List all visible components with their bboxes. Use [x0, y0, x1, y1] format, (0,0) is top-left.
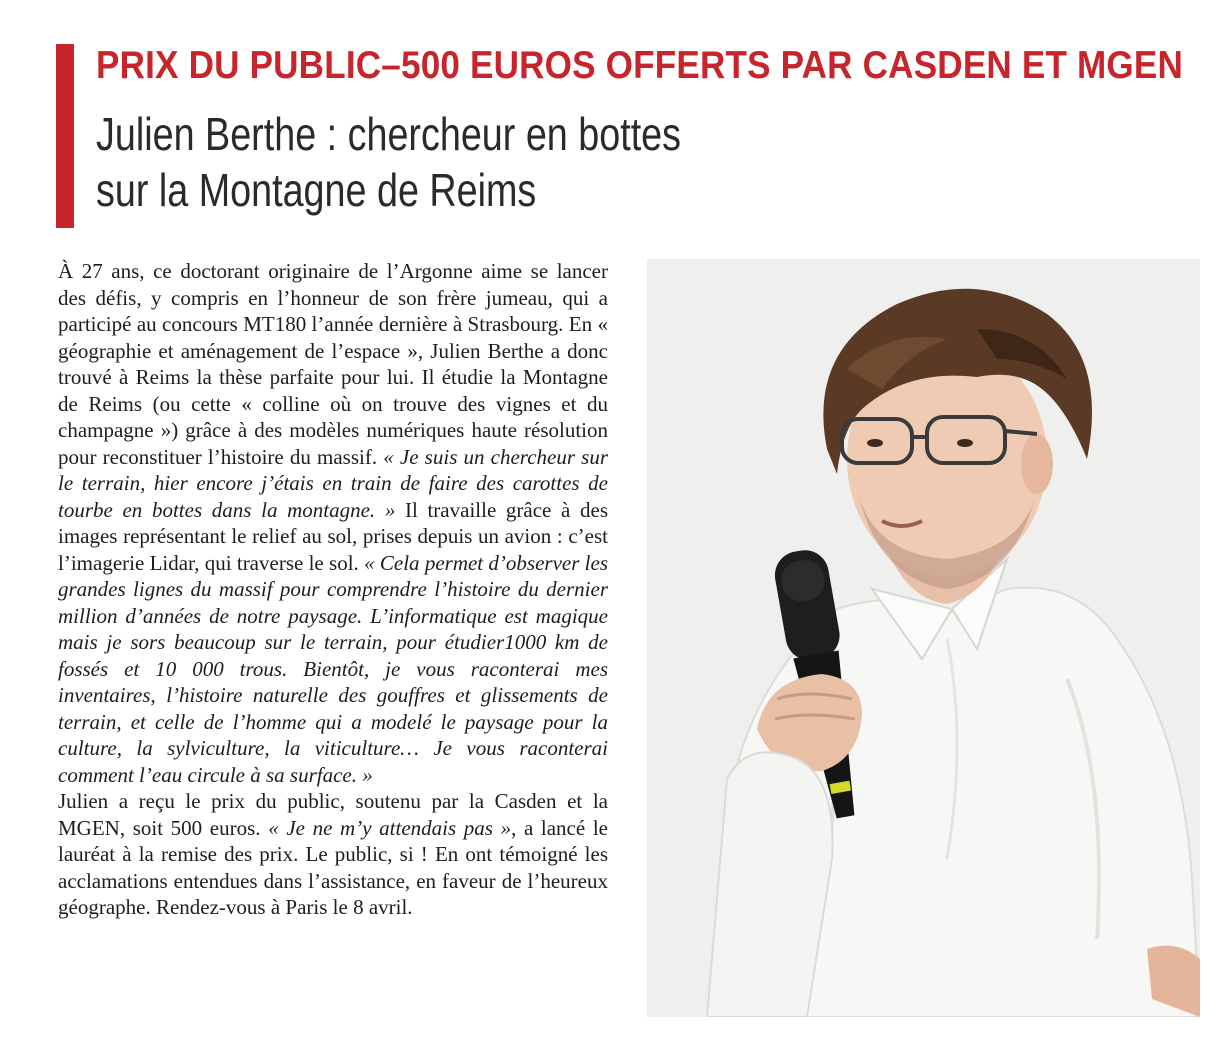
quote-segment: « Je suis un chercheur sur le terrain, hier encore j’étais en train de faire des carottes de tourbe en bottes dans la montagne. »	[58, 444, 608, 522]
body-paragraph-1	[58, 258, 608, 788]
body-text-segment: À 27 ans, ce doctorant originaire de l’Argonne aime se lancer des défis, y compris en l’honneur de son frère jumeau, qui a participé au concours MT180 l’année dernière à Strasbourg. En « géographie et aménagement de l’espace », Julien Berthe a donc trouvé à Reims la thèse parfaite pour lui. Il étudie la Montagne de Reims (ou cette « colline où on trouve des vignes et du champagne ») grâce à des modèles numériques haute résolution pour reconstituer l’histoire du massif.	[58, 259, 608, 469]
headline-line-1: Julien Berthe : chercheur en bottes	[96, 108, 682, 160]
article-kicker: PRIX DU PUBLIC–500 EUROS OFFERTS PAR CASDEN ET MGEN	[96, 44, 1184, 87]
body-text-segment: Julien a reçu le prix du public, soutenu par la Casden et la MGEN, soit 500 euros.	[58, 789, 608, 840]
body-text-segment: Il travaille grâce à des images représentant le relief au sol, prises depuis un avion : c’est l’imagerie Lidar, qui traverse le sol.	[58, 497, 608, 575]
speaker-with-microphone-icon	[647, 259, 1200, 1017]
article-headline	[96, 106, 834, 218]
quote-segment: « Je ne m’y attendais pas »	[268, 815, 512, 840]
article-body	[58, 258, 608, 921]
body-paragraph-2	[58, 788, 608, 921]
body-text-segment: , a lancé le lauréat à la remise des prix. Le public, si ! En ont témoigné les acclamations entendues dans l’assistance, en faveur de l’heureux géographe. Rendez-vous à Paris le 8 avril.	[58, 815, 608, 919]
headline-line-2: sur la Montagne de Reims	[96, 164, 537, 216]
accent-bar	[56, 44, 74, 228]
speaker-photo	[647, 259, 1200, 1017]
quote-segment: « Cela permet d’observer les grandes lignes du massif pour comprendre l’histoire du dernier million d’années de notre paysage. L’informatique est magique mais je sors beaucoup sur le terrain, pour étudier1000 km de fossés et 10 000 trous. Bientôt, je vous raconterai mes inventaires, l’histoire naturelle des gouffres et glissements de terrain, et celle de l’homme qui a modelé le paysage pour la culture, la sylviculture, la viticulture… Je vous raconterai comment l’eau circule à sa surface. »	[58, 550, 609, 787]
